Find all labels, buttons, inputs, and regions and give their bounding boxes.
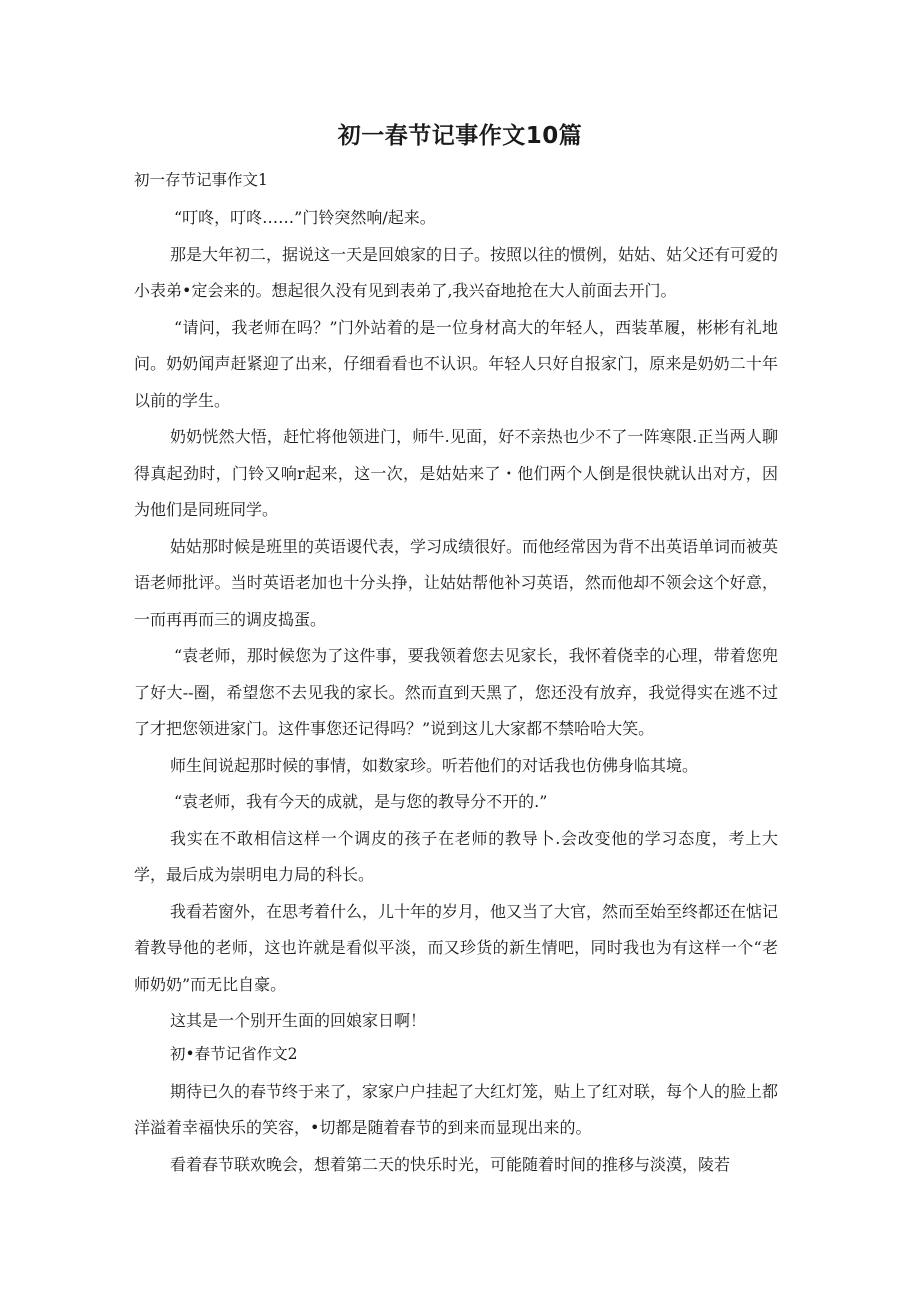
paragraph: “袁老师，我有今天的成就，是与您的教导分不开的.”: [174, 792, 548, 811]
document-body: [134, 166, 778, 1183]
section-1-heading: 初一存节记事作文1: [134, 171, 268, 189]
paragraph: “请问，我老师在吗？”门外站着的是一位身材高大的年轻人，西装革履，彬彬有礼地问。奶奶闻声赶紧迎了出来，仔细看看也不认识。年轻人只好自报家门，原来是奶奶二十年以前的学生。: [134, 317, 778, 410]
paragraph: 期待已久的春节终于来了，家家户户挂起了大红灯笼，贴上了红对联，每个人的脸上都洋溢着幸福快乐的笑容，•切都是随着春节的到来而显现出来的。: [134, 1081, 779, 1137]
paragraph: “袁老师，那时候您为了这件事，要我领着您去见家长，我怀着侥幸的心理，带着您兜了好大--圈，希望您不去见我的家长。然而直到天黑了，您还没有放弃，我觉得实在逃不过了才把您领进家门。这件事您还记得吗？”说到这儿大家都不禁哈哈大笑。: [134, 646, 778, 738]
paragraph: “叮咚，叮咚……”门铃突然响/起来。: [174, 208, 436, 227]
paragraph: 这其是一个别开生面的回娘家日啊！: [170, 1011, 427, 1030]
paragraph: 那是大年初二，据说这一天是回娘家的日子。按照以往的惯例，姑姑、姑父还有可爱的小表弟•定会来的。想起很久没有见到表弟了,我兴奋地抢在大人前面去开门。: [134, 244, 779, 300]
paragraph: 师生间说起那时候的事情，如数家珍。听若他们的对话我也仿佛身临其境。: [170, 755, 699, 775]
paragraph: 奶奶恍然大悟，赶忙将他领进门，师牛.见面，好不亲热也少不了一阵寒限.正当两人聊得真起劲时，门铃又响r起来，这一次，是姑姑来了・他们两个人倒是很快就认出对方，因为他们是同班同学。: [134, 427, 778, 519]
paragraph: 我看若窗外，在思考着什么，儿十年的岁月，他又当了大官，然而至始至终都还在惦记着教导他的老师，这也许就是看似平淡，而又珍货的新生情吧，同时我也为有这样一个“老师奶奶”而无比自豪。: [134, 901, 779, 994]
document-title: 初一春节记事作文10篇: [337, 123, 583, 149]
paragraph: 看着春节联欢晚会，想着第二天的快乐时光，可能随着时间的推移与淡漠，陵若: [170, 1154, 731, 1174]
section-2-heading: 初•春节记省作文2: [170, 1044, 298, 1063]
paragraph: 姑姑那时候是班里的英语谡代表，学习成绩很好。而他经常因为背不出英语单词而被英语老师批评。当时英语老加也十分头挣，让姑姑帮他补习英语，然而他却不领会这个好意，一而再再而三的调皮捣蛋。: [134, 536, 779, 629]
paragraph: 我实在不敢相信这样一个调皮的孩子在老师的教导卜.会改变他的学习态度，考上大学，最后成为崇明电力局的科长。: [134, 828, 778, 884]
